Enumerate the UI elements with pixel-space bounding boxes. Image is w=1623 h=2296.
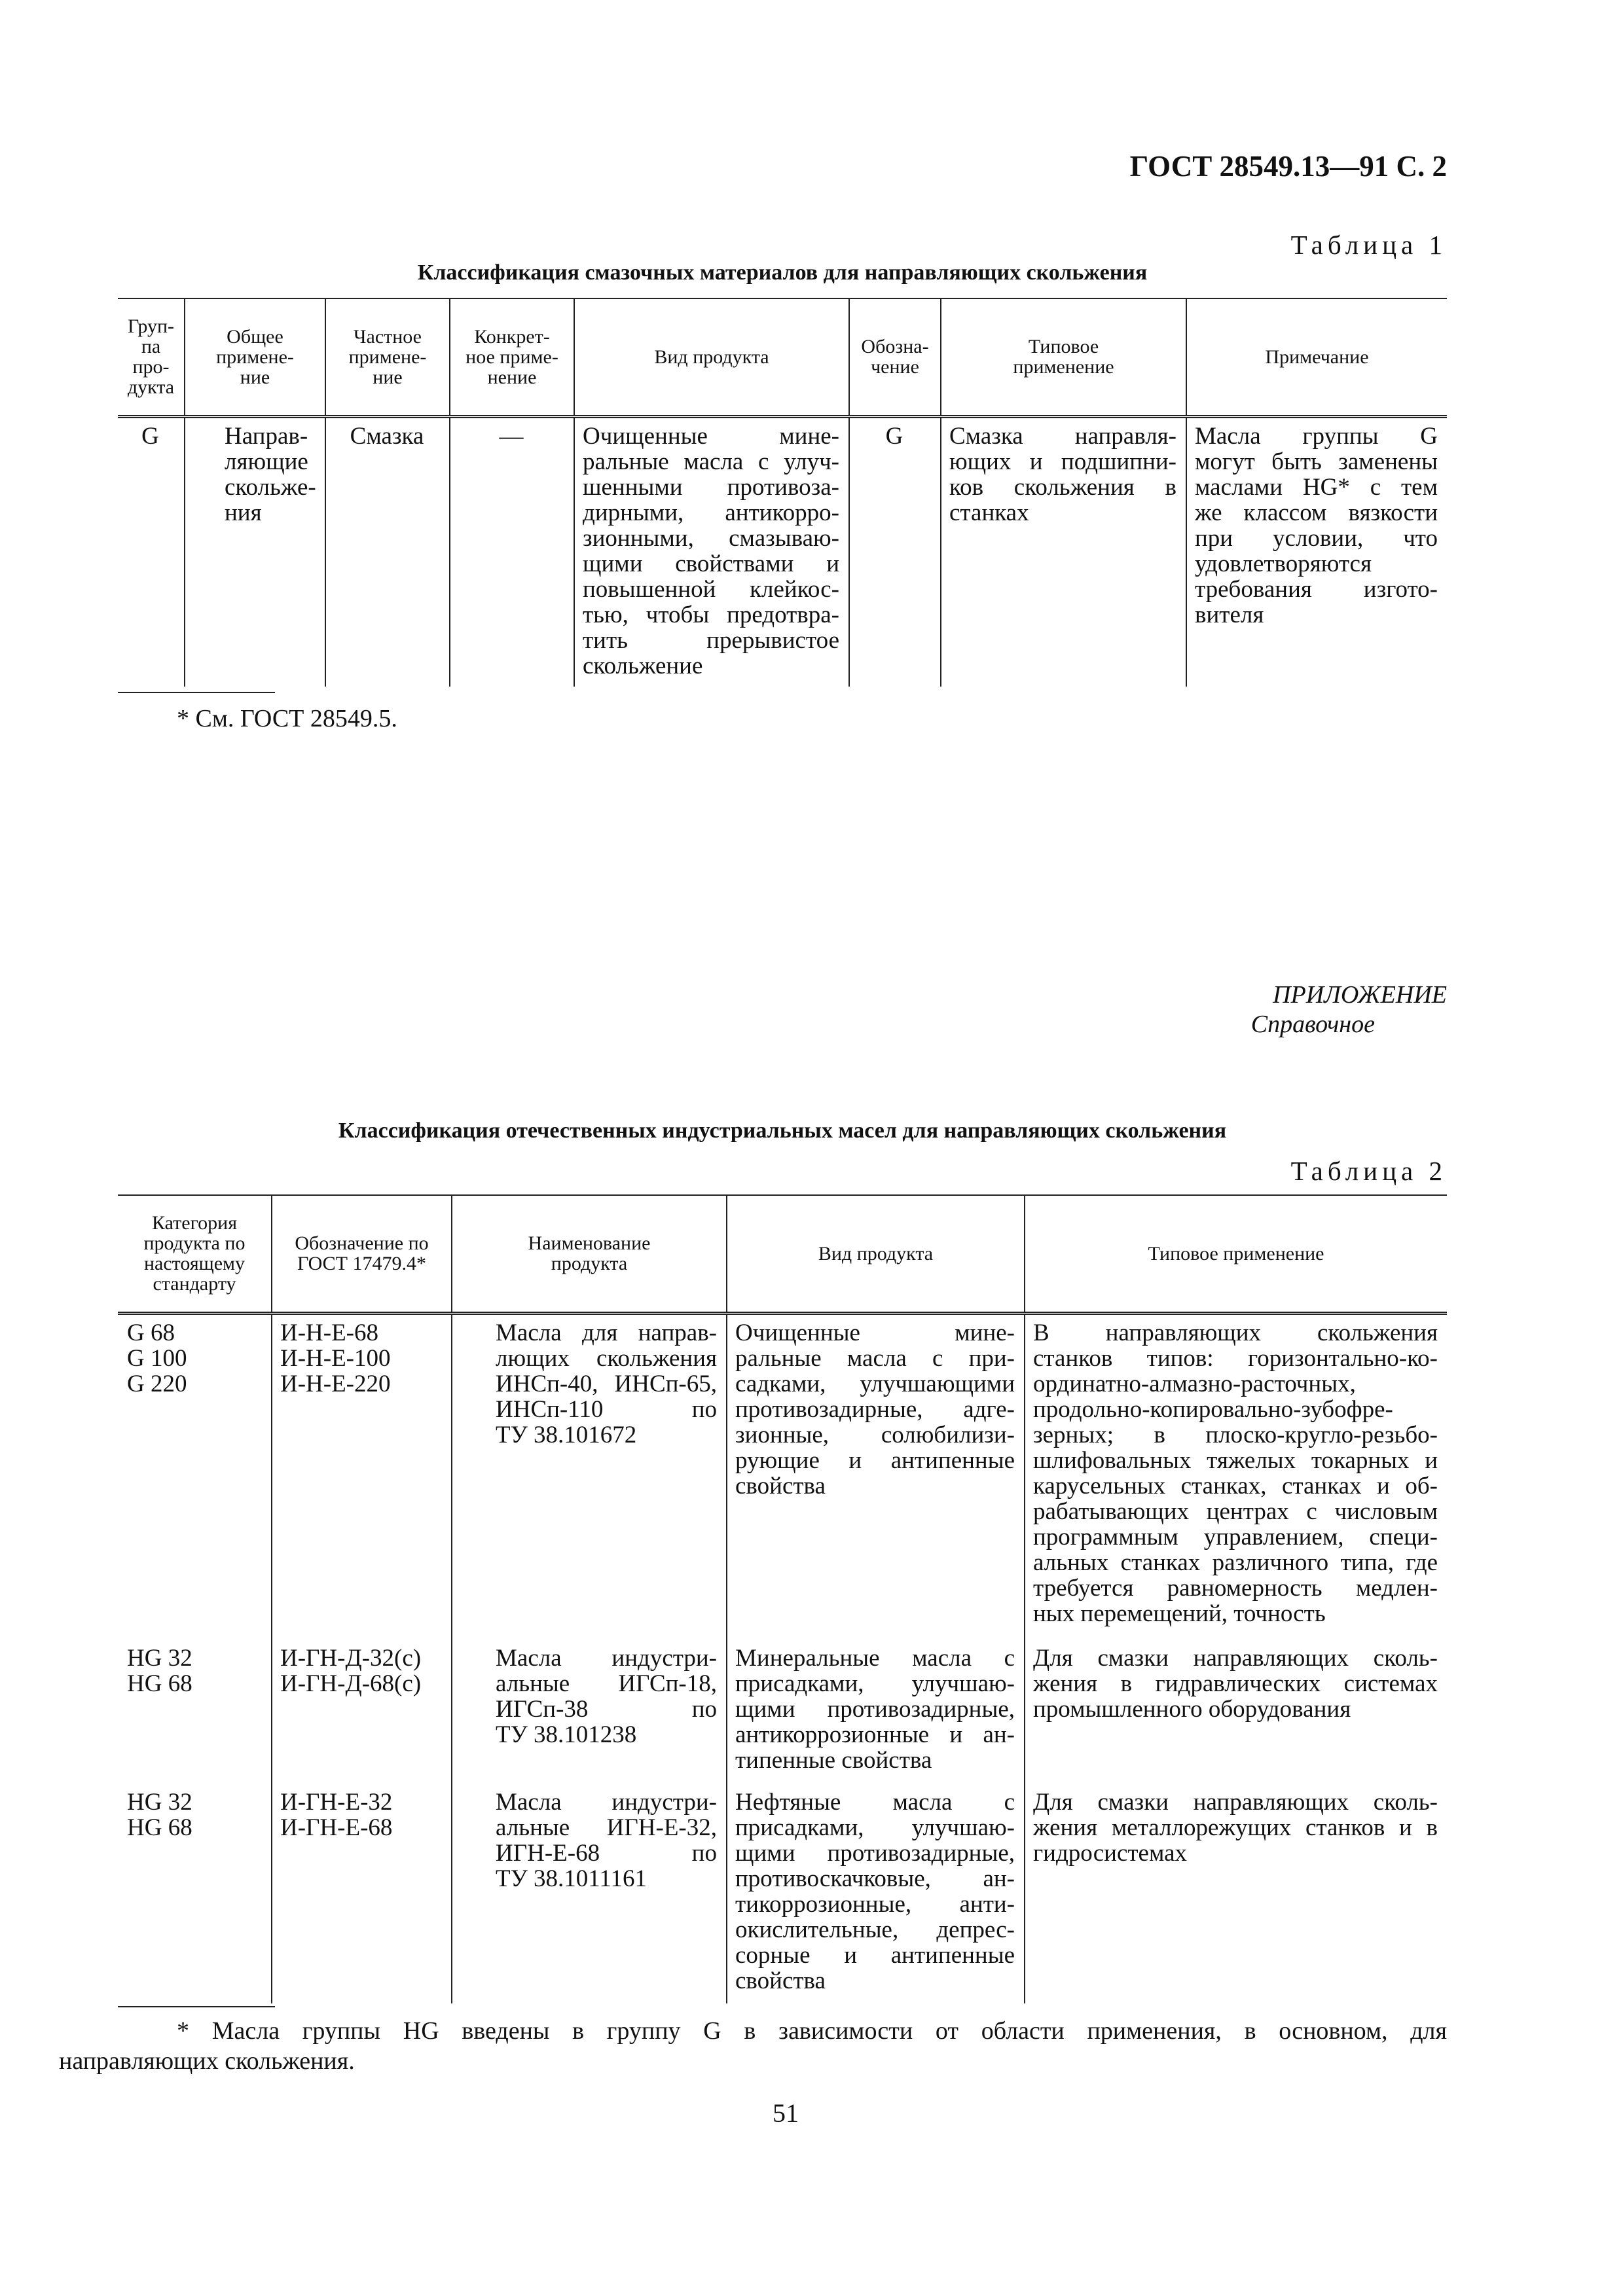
- text-line: гидросистемах: [1033, 1840, 1188, 1867]
- table1-label: Таблица 1: [1290, 230, 1447, 260]
- text-line: дирными, антикорро-: [583, 499, 839, 526]
- text-line: зерных; в плоско-кругло-резьбо-: [1033, 1421, 1438, 1448]
- text-line: Вид продукта: [654, 346, 769, 368]
- table2-cell-designation: [272, 1313, 452, 1640]
- text-line: свойства: [735, 1967, 826, 1994]
- text-line: И-ГН-Д-32(с): [280, 1645, 422, 1672]
- table2-label: Таблица 2: [1290, 1156, 1447, 1186]
- text-line: ние: [240, 366, 270, 388]
- text-line: Частное: [354, 325, 422, 348]
- footnote-divider: [118, 2006, 275, 2007]
- table1-header: [941, 298, 1186, 416]
- text-line: Очищенные мине-: [583, 422, 839, 450]
- text-line: ординатно-алмазно-расточных,: [1033, 1370, 1356, 1397]
- text-line: лющих скольжения: [496, 1344, 717, 1372]
- text-line: жения металлорежущих станков и в: [1033, 1814, 1438, 1841]
- table2-header: [452, 1195, 727, 1313]
- text-line: присадками, улучшаю-: [735, 1814, 1015, 1841]
- text-line: нение: [487, 366, 537, 388]
- table1-cell-note: [1186, 416, 1447, 687]
- table2-cell-designation: [272, 1784, 452, 2003]
- table2-header: [118, 1195, 272, 1313]
- table2-cell-name: [452, 1784, 727, 2003]
- text-line: Масла для направ-: [496, 1319, 717, 1346]
- text-line: ние: [373, 366, 403, 388]
- table2-header: [1025, 1195, 1447, 1313]
- text-line: И-Н-Е-100: [280, 1344, 391, 1372]
- text-line: Масла индустри-: [496, 1789, 717, 1816]
- text-line: ТУ 38.101672: [496, 1421, 637, 1448]
- text-line: требования изгото-: [1195, 575, 1438, 603]
- text-line: Типовое применение: [1148, 1242, 1324, 1265]
- table2-header-row: [118, 1195, 1447, 1313]
- table1-header: [849, 298, 941, 416]
- text-line: па: [141, 336, 161, 358]
- text-line: повышенной клейкос-: [583, 575, 839, 603]
- text-line: рующие и антипенные: [735, 1446, 1015, 1474]
- text-line: И-ГН-Е-68: [280, 1814, 393, 1841]
- text-line: стандарту: [153, 1273, 236, 1295]
- table2-cell-name: [452, 1640, 727, 1784]
- text-line: Масла индустри-: [496, 1645, 717, 1672]
- text-line: присадками, улучшаю-: [735, 1670, 1015, 1697]
- table2-cell-product-type: [727, 1640, 1025, 1784]
- appendix-title: ПРИЛОЖЕНИЕ: [1273, 981, 1447, 1009]
- text-line: программным управлением, специ-: [1033, 1523, 1438, 1551]
- text-line: G 100: [127, 1344, 187, 1372]
- table1-cell-specific-use: —: [450, 416, 574, 687]
- text-line: ТУ 38.101238: [496, 1721, 637, 1748]
- text-line: шлифовальных тяжелых токарных и: [1033, 1446, 1438, 1474]
- text-line: примене-: [348, 346, 427, 368]
- text-line: вителя: [1195, 601, 1264, 628]
- text-line: ИНСп-110 по: [496, 1395, 717, 1423]
- table2-title: Классификация отечественных индустриальных масел для направляющих скольжения: [338, 1119, 1227, 1143]
- table2-header: [272, 1195, 452, 1313]
- text-line: ИГН-Е-68 по: [496, 1840, 717, 1867]
- text-line: ральные масла с улуч-: [583, 448, 839, 475]
- table1-header-row: [118, 298, 1447, 416]
- text-line: маслами HG* с тем: [1195, 473, 1438, 501]
- text-line: Обозна-: [861, 336, 929, 358]
- text-line: Нефтяные масла с: [735, 1789, 1015, 1816]
- text-line: удовлетворяются: [1195, 550, 1372, 577]
- text-line: садками, улучшающими: [735, 1370, 1015, 1397]
- text-line: Направ-: [225, 422, 308, 450]
- text-line: требуется равномерность медлен-: [1033, 1574, 1438, 1602]
- text-line: антикоррозионные и ан-: [735, 1721, 1015, 1748]
- table-row: [118, 416, 1447, 687]
- text-line: чение: [871, 356, 919, 378]
- table2-cell-typical-use: [1025, 1640, 1447, 1784]
- text-line: карусельных станках, станках и об-: [1033, 1472, 1438, 1499]
- text-line: щими свойствами и: [583, 550, 839, 577]
- table-row: [118, 1640, 1447, 1784]
- appendix-subtitle: Справочное: [1250, 1011, 1375, 1038]
- text-line: HG 32: [127, 1789, 192, 1816]
- text-line: скольжение: [583, 652, 703, 679]
- text-line: продукта по: [143, 1232, 246, 1255]
- text-line: окислительные, депрес-: [735, 1916, 1015, 1943]
- text-line: рабатывающих центрах с числовым: [1033, 1498, 1438, 1525]
- text-line: ное приме-: [465, 346, 558, 368]
- text-line: зионные, солюбилизи-: [735, 1421, 1015, 1448]
- table1-title: Классификация смазочных материалов для направляющих скольжения: [417, 260, 1148, 285]
- table2-cell-category: [118, 1640, 272, 1784]
- table1-cell-typical-use: [941, 416, 1186, 687]
- text-line: Для смазки направляющих сколь-: [1033, 1645, 1438, 1672]
- text-line: станках: [949, 499, 1029, 526]
- text-line: тикоррозионные, анти-: [735, 1891, 1015, 1918]
- text-line: Наименование: [528, 1232, 651, 1255]
- table2-cell-designation: [272, 1640, 452, 1784]
- table1-header: [450, 298, 574, 416]
- text-line: ков скольжения в: [949, 473, 1176, 501]
- text-line: альных станках различного типа, где: [1033, 1549, 1438, 1576]
- table-row: [118, 1784, 1447, 2003]
- text-line: Груп-: [127, 315, 175, 338]
- text-line: продукта: [551, 1253, 628, 1275]
- text-line: Типовое: [1028, 336, 1099, 358]
- table1-header: [118, 298, 185, 416]
- text-line: Для смазки направляющих сколь-: [1033, 1789, 1438, 1816]
- text-line: ГОСТ 17479.4*: [297, 1253, 426, 1275]
- text-line: ния: [225, 499, 262, 526]
- text-line: Масла группы G: [1195, 422, 1438, 450]
- table1-cell-particular-use: Смазка: [325, 416, 450, 687]
- text-line: ющих и подшипни-: [949, 448, 1176, 475]
- text-line: HG 68: [127, 1670, 192, 1697]
- text-line: альные ИГСп-18,: [496, 1670, 717, 1697]
- text-line: жения в гидравлических системах: [1033, 1670, 1438, 1697]
- table1-header: [574, 298, 849, 416]
- table2-cell-typical-use: [1025, 1784, 1447, 2003]
- table2-cell-name: [452, 1313, 727, 1640]
- text-line: HG 32: [127, 1645, 192, 1672]
- text-line: Общее: [227, 325, 283, 348]
- text-line: про-: [132, 356, 170, 378]
- text-line: же классом вязкости: [1195, 499, 1438, 526]
- text-line: HG 68: [127, 1814, 192, 1841]
- text-line: применение: [1013, 356, 1114, 378]
- text-line: ТУ 38.1011161: [496, 1865, 647, 1892]
- table1-cell-designation: G: [849, 416, 941, 687]
- table1: [118, 298, 1447, 687]
- text-line: Смазка направля-: [949, 422, 1176, 450]
- text-line: Вид продукта: [818, 1242, 934, 1265]
- table1-header: [185, 298, 325, 416]
- text-line: Примечание: [1265, 346, 1369, 368]
- text-line: тить прерывистое: [583, 626, 839, 654]
- table1-header: [1186, 298, 1447, 416]
- text-line: G 220: [127, 1370, 187, 1397]
- text-line: * Масла группы HG введены в группу G в зависимости от области применения, в основном, для: [177, 2017, 1447, 2045]
- text-line: скольже-: [225, 473, 316, 501]
- table2-cell-category: [118, 1784, 272, 2003]
- text-line: В направляющих скольжения: [1033, 1319, 1438, 1346]
- text-line: И-Н-Е-220: [280, 1370, 391, 1397]
- table2: [118, 1194, 1447, 2003]
- text-line: могут быть заменены: [1195, 448, 1438, 475]
- text-line: тью, чтобы предотвра-: [583, 601, 839, 628]
- text-line: Обозначение по: [295, 1232, 429, 1255]
- text-line: ляющие: [225, 448, 308, 475]
- document-reference: ГОСТ 28549.13—91 С. 2: [1129, 150, 1447, 183]
- text-line: G 68: [127, 1319, 175, 1346]
- text-line: сорные и антипенные: [735, 1942, 1015, 1969]
- table1-cell-general-use: [185, 416, 325, 687]
- table1-cell-product-type: [574, 416, 849, 687]
- text-line: ИГСп-38 по: [496, 1696, 717, 1723]
- text-line: И-Н-Е-68: [280, 1319, 379, 1346]
- text-line: щими противозадирные,: [735, 1840, 1015, 1867]
- text-line: направляющих скольжения.: [59, 2047, 355, 2075]
- text-line: зионными, смазываю-: [583, 524, 839, 552]
- text-line: станков типов: горизонтально-ко-: [1033, 1344, 1438, 1372]
- text-line: ных перемещений, точность: [1033, 1600, 1326, 1627]
- text-line: промышленного оборудования: [1033, 1696, 1351, 1723]
- text-line: Минеральные масла с: [735, 1645, 1015, 1672]
- text-line: типенные свойства: [735, 1747, 932, 1774]
- text-line: дукта: [127, 376, 175, 399]
- text-line: И-ГН-Е-32: [280, 1789, 393, 1816]
- text-line: ральные масла с при-: [735, 1344, 1015, 1372]
- footnote-divider: [118, 692, 275, 693]
- table2-cell-category: [118, 1313, 272, 1640]
- text-line: ИНСп-40, ИНСп-65,: [496, 1370, 717, 1397]
- page-number: 51: [773, 2098, 799, 2128]
- text-line: при условии, что: [1195, 524, 1438, 552]
- table-row: [118, 1313, 1447, 1640]
- table2-header: [727, 1195, 1025, 1313]
- text-line: противозадирные, адге-: [735, 1395, 1015, 1423]
- table2-cell-typical-use: [1025, 1313, 1447, 1640]
- table1-footnote: * См. ГОСТ 28549.5.: [177, 705, 397, 732]
- table1-cell-group: G: [141, 422, 159, 450]
- text-line: И-ГН-Д-68(с): [280, 1670, 422, 1697]
- text-line: примене-: [216, 346, 294, 368]
- text-line: шенными противоза-: [583, 473, 839, 501]
- text-line: свойства: [735, 1472, 826, 1499]
- text-line: Конкрет-: [474, 325, 550, 348]
- table2-cell-product-type: [727, 1313, 1025, 1640]
- table2-cell-product-type: [727, 1784, 1025, 2003]
- text-line: альные ИГН-Е-32,: [496, 1814, 717, 1841]
- table1-header: [325, 298, 450, 416]
- text-line: щими противозадирные,: [735, 1696, 1015, 1723]
- table2-footnote: [59, 2016, 1447, 2076]
- text-line: противоскачковые, ан-: [735, 1865, 1015, 1892]
- text-line: продольно-копировально-зубофре-: [1033, 1395, 1393, 1423]
- text-line: Категория: [152, 1212, 237, 1234]
- text-line: Очищенные мине-: [735, 1319, 1015, 1346]
- text-line: настоящему: [143, 1253, 246, 1275]
